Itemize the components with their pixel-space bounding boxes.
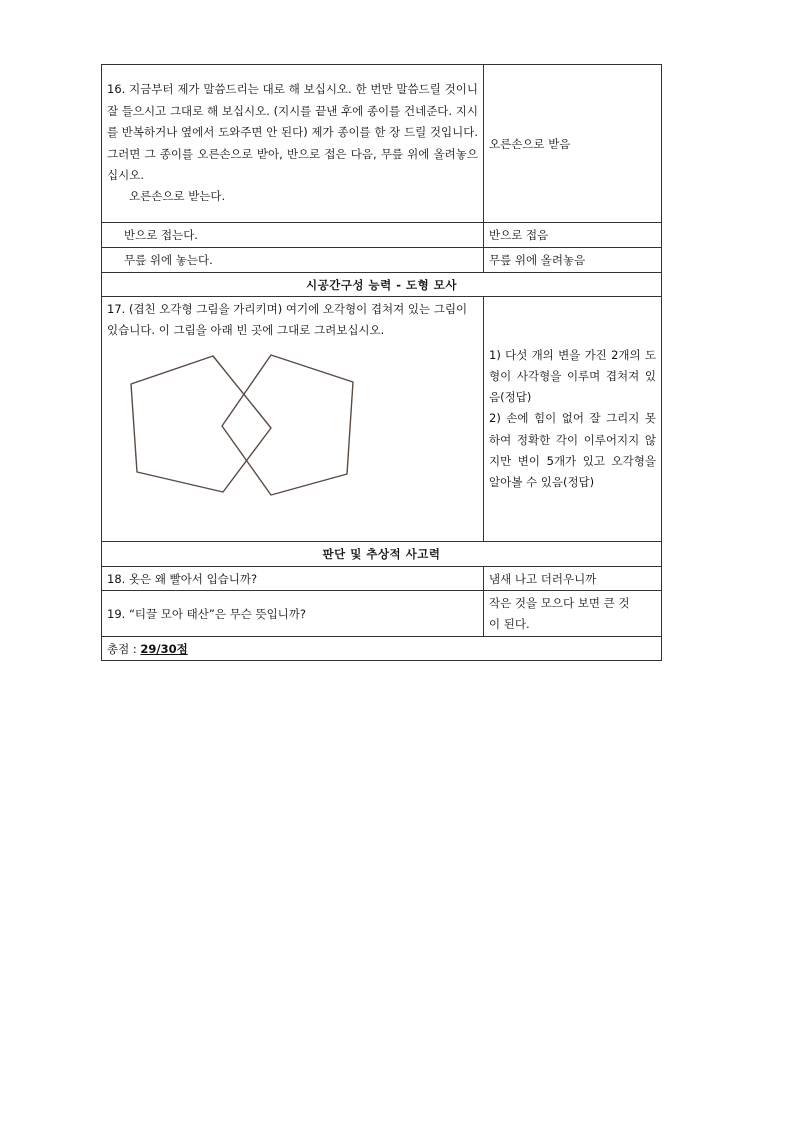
q16-step3-row bbox=[102, 248, 662, 273]
q17-answer-1: 1) 다섯 개의 변을 가진 2개의 도형이 사각형을 이루며 겹쳐져 있음(정답) bbox=[489, 347, 656, 405]
q17-row bbox=[102, 297, 662, 542]
overlapping-pentagons-drawing bbox=[127, 348, 367, 508]
q16-instruction: 16. 지금부터 제가 말씀드리는 대로 해 보십시오. 한 번만 말씀드릴 것이니 잘 들으시고 그대로 해 보십시오. (지시를 끝낸 후에 종이를 건네준다. 지시를 반복하거나 옆에서 도와주면 안 된다) 제가 종이를 한 장 드릴 것입니다. 그러면 그 종이를 오른손으로 받아, 반으로 접은 다음, 무릎 위에 올려놓으십시오. bbox=[107, 82, 478, 182]
total-label: 총점 : bbox=[107, 641, 141, 656]
q16-cell bbox=[102, 65, 484, 223]
q16-step2-answer: 반으로 접음 bbox=[484, 223, 662, 248]
q17-cell bbox=[102, 297, 484, 542]
q18-row bbox=[102, 567, 662, 591]
section2-heading: 판단 및 추상적 사고력 bbox=[102, 542, 662, 567]
right-pentagon bbox=[222, 355, 353, 495]
q17-answer-2: 2) 손에 힘이 없어 잘 그리지 못하여 정확한 각이 이루어지지 않지만 변이 5개가 있고 오각형을 알아볼 수 있음(정답) bbox=[489, 411, 656, 489]
q17-answer-cell bbox=[484, 297, 662, 542]
q19-row bbox=[102, 591, 662, 637]
q16-step1-answer: 오른손으로 받음 bbox=[484, 65, 662, 223]
section1-heading: 시공간구성 능력 - 도형 모사 bbox=[102, 273, 662, 297]
q16-row bbox=[102, 65, 662, 223]
total-cell bbox=[102, 637, 662, 661]
total-row bbox=[102, 637, 662, 661]
q18-question: 18. 옷은 왜 빨아서 입습니까? bbox=[102, 567, 484, 591]
section1-row bbox=[102, 273, 662, 297]
q16-step3: 무릎 위에 놓는다. bbox=[102, 248, 484, 273]
q16-step3-answer: 무릎 위에 올려놓음 bbox=[484, 248, 662, 273]
q19-answer: 작은 것을 모으다 보면 큰 것이 된다. bbox=[484, 591, 662, 637]
q18-answer: 냄새 나고 더러우니까 bbox=[484, 567, 662, 591]
section2-row bbox=[102, 542, 662, 567]
q16-step1: 오른손으로 받는다. bbox=[129, 189, 226, 204]
q17-instruction: 17. (겹친 오각형 그림을 가리키며) 여기에 오각형이 겹쳐져 있는 그림이 있습니다. 이 그림을 아래 빈 곳에 그대로 그려보십시오. bbox=[107, 302, 468, 338]
q19-question: 19. “티끌 모아 태산”은 무슨 뜻입니까? bbox=[102, 591, 484, 637]
left-pentagon bbox=[131, 356, 271, 492]
q16-step2-row bbox=[102, 223, 662, 248]
q16-step2: 반으로 접는다. bbox=[102, 223, 484, 248]
total-score: 29/30점 bbox=[140, 641, 188, 656]
assessment-table bbox=[101, 64, 662, 661]
